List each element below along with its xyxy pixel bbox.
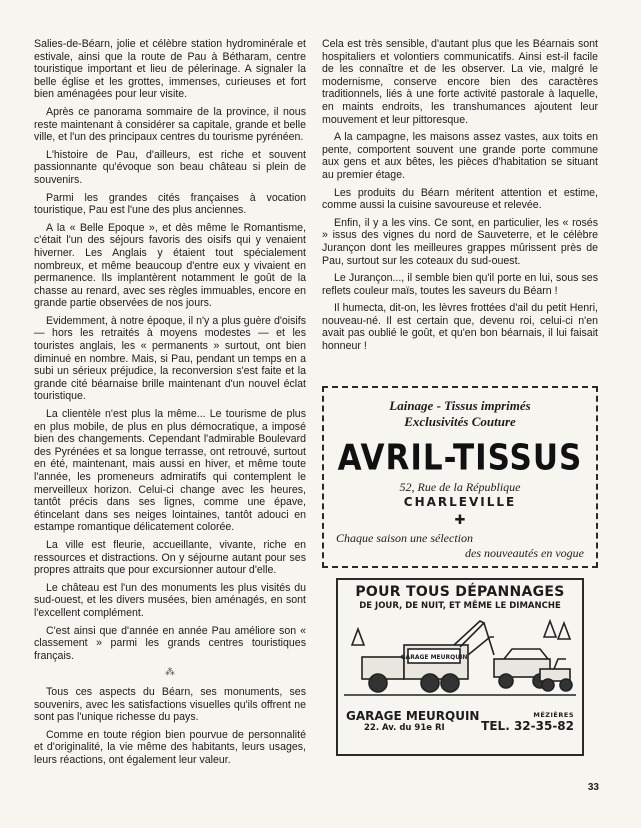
paragraph: Il humecta, dit-on, les lèvres frottées d'ail du petit Henri, nouveau-né. Il est certain que, devenu roi, celui-ci n'en avait pas oublié le goût, et qu'en bon béarnais, il lui faisait honneur ! — [322, 302, 598, 353]
ad-subline: DE JOUR, DE NUIT, ET MÊME LE DIMANCHE — [359, 601, 561, 611]
paragraph: Parmi les grandes cités françaises à vocation touristique, Pau est l'une des plus anciennes. — [34, 191, 306, 217]
truck-sign: GARAGE MEURQUIN — [400, 654, 468, 661]
paragraph: Le Jurançon..., il semble bien qu'il porte en lui, sous ses reflets couleur maïs, toutes les saveurs du Béarn ! — [322, 272, 598, 297]
page-number: 33 — [587, 782, 599, 793]
garage-telephone: TEL. 32-35-82 — [481, 719, 574, 733]
right-column — [322, 38, 598, 358]
garage-town: MÉZIÈRES — [533, 711, 574, 719]
paragraph: L'histoire de Pau, d'ailleurs, est riche et souvent passionnante qu'évoque son beau château si plein de souvenirs. — [34, 148, 306, 186]
paragraph: Evidemment, à notre époque, il n'y a plus guère d'oisifs — hors les retraités à moyens modestes — et les touristes anglais, les « permanents » surtout, ont bien diminué en nombre. Mais, si Pau, pendant un temps en a subi un sérieux préjudice, la reconversion s'est faite et la grande cité béarnaise brille maintenant d'un nouvel éclat touristique. — [34, 314, 306, 403]
paragraph: Après ce panorama sommaire de la province, il nous reste maintenant à considérer sa capitale, grande et belle ville, et l'un des principaux centres du tourisme pyrénéen. — [34, 105, 306, 144]
paragraph: Salies-de-Béarn, jolie et célèbre station hydrominérale et estivale, ainsi que la route de Pau à Bétharam, centre touristique important et lieu de pélerinage. A signaler la belle église et les grottes, immenses, curieuses et fort bien aménagées pour leur visite. — [34, 38, 306, 101]
ad-brand-name: AVRIL-TISSUS — [337, 437, 583, 479]
ad-address: 52, Rue de la République — [399, 480, 521, 494]
tow-trucks-illustration — [344, 615, 576, 707]
ad-headline: POUR TOUS DÉPANNAGES — [355, 584, 565, 600]
paragraph: A la « Belle Epoque », et dès même le Romantisme, c'était l'un des séjours favoris des oisifs qui y venaient hiverner. Les Anglais y étaient tout spécialement nombreux, et même beaucoup d'entre eux y vivaient en permanence. Ils implantèrent notamment le goût de la chasse au renard, avec ses règles immuables, encore en grande partie observées de nos jours. — [34, 221, 306, 310]
paragraph: Enfin, il y a les vins. Ce sont, en particulier, les « rosés » issus des vignes du nord de Sauveterre, et le célèbre Jurançon dont les meilleures grappes mûrissent près de Pau, surtout sur les coteaux du sud-ouest. — [322, 216, 598, 267]
left-column — [34, 38, 306, 771]
paragraph: Tous ces aspects du Béarn, ses monuments, ses souvenirs, avec les satisfactions visuelles qu'ils offrent ne sont pas l'unique richesse du pays. — [34, 685, 306, 724]
avril-tissus-advertisement — [322, 386, 598, 568]
ad-slogan: Chaque saison une sélection — [336, 531, 473, 545]
paragraph: Les produits du Béarn méritent attention et estime, comme aussi la cuisine savoureuse et relevée. — [322, 186, 598, 212]
paragraph: A la campagne, les maisons assez vastes, aux toits en pente, comportent souvent une grande porte commune aux gens et aux bêtes, les pièces d'habitation se situant au premier étage. — [322, 131, 598, 181]
garage-address: 22. Av. du 91e RI — [364, 723, 445, 733]
ad-tagline-secondary: Exclusivités Couture — [404, 414, 516, 429]
paragraph: C'est ainsi que d'année en année Pau améliore son « classement » parmi les grands centres touristiques français. — [34, 624, 306, 662]
ad-city: CHARLEVILLE — [403, 495, 517, 509]
paragraph: Comme en toute région bien pourvue de personnalité et d'originalité, la vie même des habitants, leurs usages, leurs réactions, ont également leur valeur. — [34, 728, 306, 766]
paragraph: Le château est l'un des monuments les plus visités du sud-ouest, et les divers musées, bien aménagés, en sont l'excellent complément. — [34, 581, 306, 619]
section-separator: ⁂ — [165, 667, 175, 679]
paragraph: Cela est très sensible, d'autant plus que les Béarnais sont hospitaliers et volontiers communicatifs. Ainsi est-il facile de les connaître et de les observer. La vie, malgré le modernisme, conserve encore bien des caractères traditionnels, liés à une forte activité pastorale à laquelle, en maints endroits, les transhumances ajoutent leur mouvement et leur pittoresque. — [322, 38, 598, 126]
ad-tagline: Lainage - Tissus imprimés — [389, 398, 531, 413]
ad-slogan-continued: des nouveautés en vogue — [465, 546, 584, 560]
paragraph: La ville est fleurie, accueillante, vivante, riche en ressources et distractions. On y séjourne autant pour ses propres attraits que pour excursionner autour d'elle. — [34, 538, 306, 577]
garage-name: GARAGE MEURQUIN — [346, 709, 480, 723]
cross-icon: ✚ — [454, 512, 466, 527]
garage-meurquin-advertisement — [336, 578, 584, 756]
paragraph: La clientèle n'est plus la même... Le tourisme de plus en plus mobile, de plus en plus démocratique, a imposé bien des changements. Cependant l'admirable Boulevard des Pyrénées et sa longue terrasse, ont retrouvé, surtout en été, maintenant, mais aussi en hiver, et même toute l'année, les promeneurs admiratifs qui contemplent le merveilleux horizon. Celui-ci change avec les heures, tantôt précis dans ses lignes, comme une épave, étincelant dans ses neiges lointaines, tantôt adouci en estampe romantique délicatement colorée. — [34, 408, 306, 534]
